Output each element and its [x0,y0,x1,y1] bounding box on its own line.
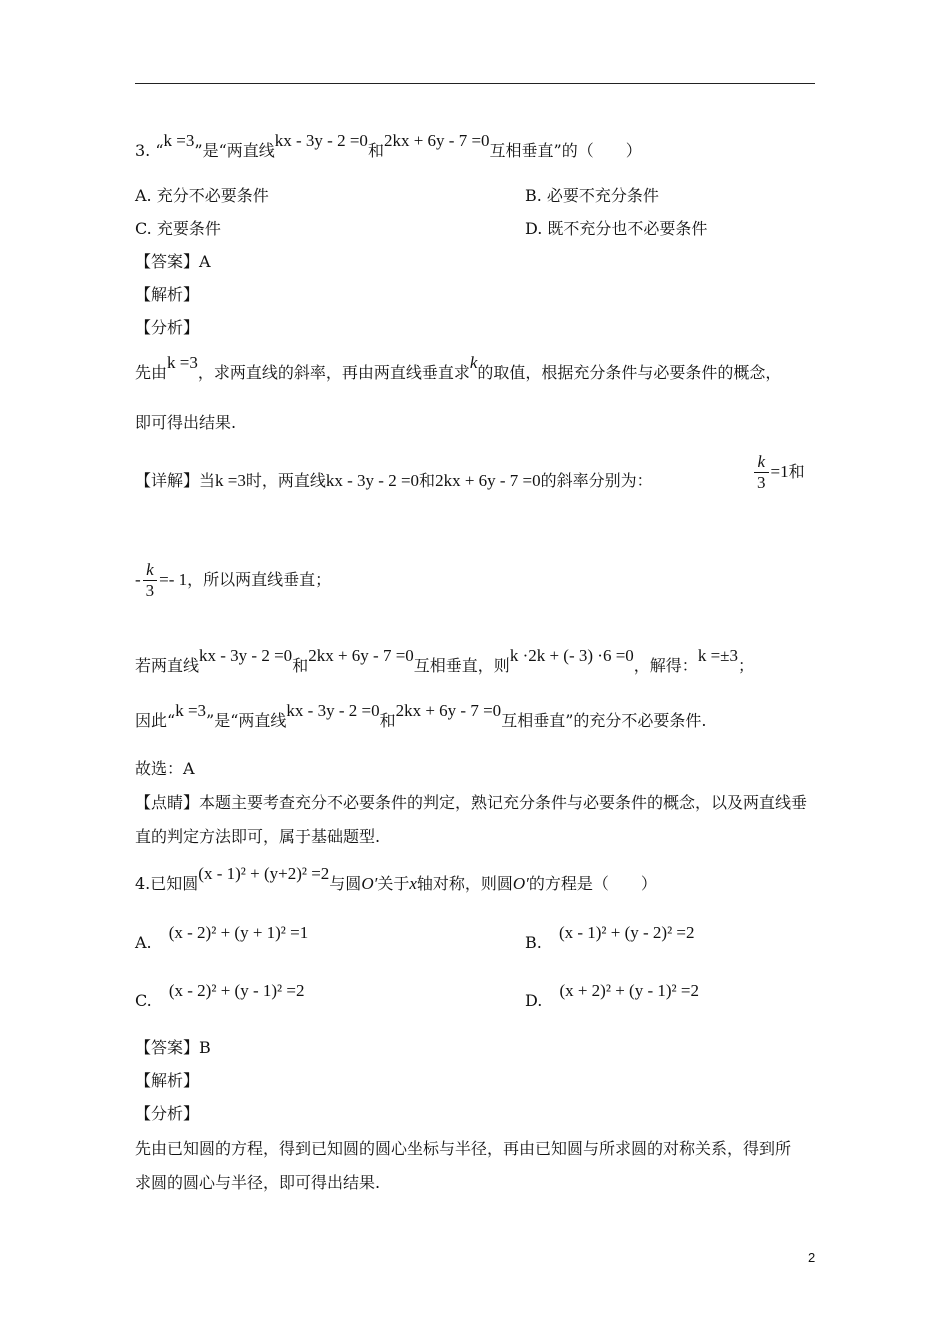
header-rule [135,83,815,84]
q3-neg-slope: - $\frac{k}{3}$ =- 1，所以两直线垂直； [135,560,332,600]
q4-option-b: B. (x - 1)² + (y - 2)² =2 [525,923,695,952]
q4-analysis-line2: 求圆的圆心与半径，即可得出结果. [135,1173,381,1192]
q4-stem: 4.已知圆(x - 1)² + (y+2)² =2与圆O′关于x轴对称，则圆O′的方程是（ ） [135,864,657,893]
q3-option-a: A. 充分不必要条件 [135,186,269,205]
page-number: 2 [808,1250,816,1265]
q3-fenxi: 【分析】 [135,318,200,337]
q3-if-line: 若两直线kx - 3y - 2 =0和2kx + 6y - 7 =0互相垂直，则k ·2k + (- 3) ·6 =0，解得：k =±3； [135,646,754,675]
q3-comment2: 直的判定方法即可，属于基础题型. [135,827,381,846]
q4-option-c: C. (x - 2)² + (y - 1)² =2 [135,981,305,1010]
q4-option-a: A. (x - 2)² + (y + 1)² =1 [135,923,309,952]
q4-option-d: D. (x + 2)² + (y - 1)² =2 [525,981,699,1010]
q3-choose: 故选：A [135,759,195,778]
q3-detail-line1: 【详解】当k =3时，两直线kx - 3y - 2 =0和2kx + 6y - 7 =0的斜率分别为： [135,471,653,490]
q4-analysis-line1: 先由已知圆的方程，得到已知圆的圆心坐标与半径，再由已知圆与所求圆的对称关系，得到所 [135,1139,792,1158]
q4-fenxi: 【分析】 [135,1104,200,1123]
q3-jiexi: 【解析】 [135,285,200,304]
q3-comment: 【点睛】本题主要考查充分不必要条件的判定，熟记充分条件与必要条件的概念，以及两直线垂 [135,793,808,812]
q3-stem: 3. “k =3”是“两直线kx - 3y - 2 =0和2kx + 6y - 7 =0互相垂直”的（ ） [135,131,642,160]
q3-analysis-line2: 即可得出结果. [135,413,237,432]
q3-option-c: C. 充要条件 [135,219,221,238]
q3-analysis-line1: 先由k =3，求两直线的斜率，再由两直线垂直求k的取值，根据充分条件与必要条件的概念， [135,353,782,382]
q3-slope-fraction: $\frac{k}{3}$ =1和 [752,452,805,493]
q4-jiexi: 【解析】 [135,1071,200,1090]
q3-option-d: D. 既不充分也不必要条件 [525,219,708,238]
q4-answer: 【答案】B [135,1038,211,1057]
q3-option-b: B. 必要不充分条件 [525,186,659,205]
q3-therefore-line: 因此“k =3”是“两直线kx - 3y - 2 =0和2kx + 6y - 7 =0互相垂直”的充分不必要条件. [135,701,707,730]
q3-answer: 【答案】A [135,252,211,271]
